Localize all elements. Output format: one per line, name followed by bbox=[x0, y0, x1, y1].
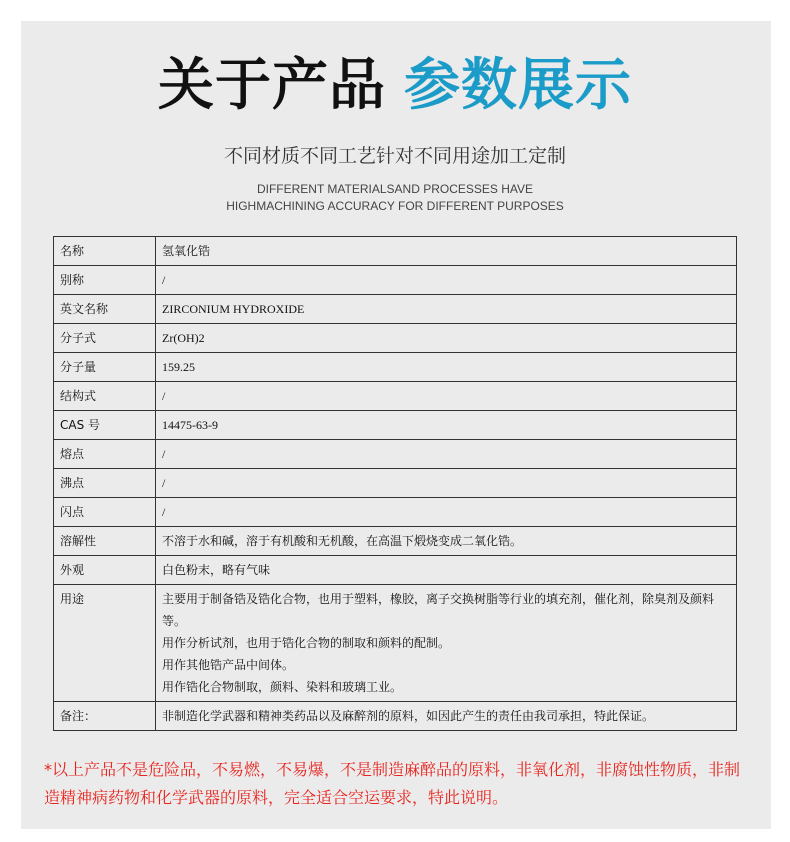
row-key: CAS 号 bbox=[54, 411, 156, 440]
remark-key: 备注： bbox=[54, 702, 156, 731]
remark-value: 非制造化学武器和精神类药品以及麻醉剂的原料，如因此产生的责任由我司承担，特此保证。 bbox=[156, 702, 737, 731]
row-key: 分子式 bbox=[54, 324, 156, 353]
row-value: / bbox=[156, 440, 737, 469]
row-value: Zr(OH)2 bbox=[156, 324, 737, 353]
table-row bbox=[54, 527, 737, 556]
usage-value bbox=[156, 585, 737, 702]
english-line-1: DIFFERENT MATERIALSAND PROCESSES HAVE bbox=[256, 182, 534, 196]
row-value: 14475-63-9 bbox=[156, 411, 737, 440]
usage-line: 主要用于制备锆及锆化合物，也用于塑料，橡胶，离子交换树脂等行业的填充剂，催化剂，除臭剂及颜料等。 bbox=[162, 592, 715, 628]
row-value: / bbox=[156, 382, 737, 411]
row-value: 白色粉末，略有气味 bbox=[156, 556, 737, 585]
row-value: 159.25 bbox=[156, 353, 737, 382]
title-blue: 参数展示 bbox=[404, 53, 632, 118]
row-value: / bbox=[156, 498, 737, 527]
row-value: / bbox=[156, 469, 737, 498]
usage-line: 用作其他锆产品中间体。 bbox=[162, 658, 295, 672]
table-row bbox=[54, 295, 737, 324]
table-row bbox=[54, 382, 737, 411]
row-key: 熔点 bbox=[54, 440, 156, 469]
row-key: 别称 bbox=[54, 266, 156, 295]
english-tagline bbox=[0, 181, 790, 215]
row-key: 溶解性 bbox=[54, 527, 156, 556]
row-value: / bbox=[156, 266, 737, 295]
table-row bbox=[54, 324, 737, 353]
table-row bbox=[54, 411, 737, 440]
usage-key: 用途 bbox=[54, 585, 156, 702]
table-row-usage bbox=[54, 585, 737, 702]
table-row bbox=[54, 469, 737, 498]
row-key: 外观 bbox=[54, 556, 156, 585]
row-value: 氢氧化锆 bbox=[156, 237, 737, 266]
row-key: 沸点 bbox=[54, 469, 156, 498]
row-key: 分子量 bbox=[54, 353, 156, 382]
usage-line: 用作锆化合物制取，颜料、染料和玻璃工业。 bbox=[162, 680, 403, 694]
row-key: 英文名称 bbox=[54, 295, 156, 324]
table-row bbox=[54, 266, 737, 295]
spec-table bbox=[53, 236, 737, 731]
row-value: 不溶于水和碱，溶于有机酸和无机酸，在高温下煅烧变成二氧化锆。 bbox=[156, 527, 737, 556]
table-row bbox=[54, 237, 737, 266]
title-black: 关于产品 bbox=[158, 53, 386, 118]
row-key: 结构式 bbox=[54, 382, 156, 411]
table-row bbox=[54, 353, 737, 382]
table-row-remark bbox=[54, 702, 737, 731]
usage-line: 用作分析试剂，也用于锆化合物的制取和颜料的配制。 bbox=[162, 636, 451, 650]
table-row bbox=[54, 498, 737, 527]
page-title bbox=[0, 50, 790, 122]
footer-note: *以上产品不是危险品，不易燃，不易爆，不是制造麻醉品的原料，非氧化剂，非腐蚀性物质，非制造精神病药物和化学武器的原料，完全适合空运要求，特此说明。 bbox=[44, 760, 741, 807]
table-row bbox=[54, 556, 737, 585]
row-key: 闪点 bbox=[54, 498, 156, 527]
table-row bbox=[54, 440, 737, 469]
english-line-2: HIGHMACHINING ACCURACY FOR DIFFERENT PURPOSES bbox=[226, 199, 564, 213]
row-value: ZIRCONIUM HYDROXIDE bbox=[156, 295, 737, 324]
subtitle: 不同材质不同工艺针对不同用途加工定制 bbox=[223, 145, 566, 167]
row-key: 名称 bbox=[54, 237, 156, 266]
